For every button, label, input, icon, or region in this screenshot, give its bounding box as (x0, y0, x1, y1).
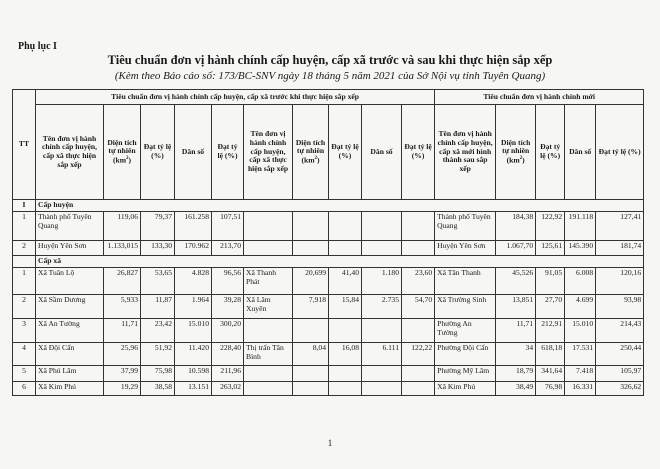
cell-a-name: Xã Kim Phú (36, 382, 104, 396)
col-pct: Đạt tỷ lệ (%) (536, 105, 565, 200)
table-row (13, 366, 644, 382)
cell-n-pct: 76,98 (536, 382, 565, 396)
col-pop: Dân số (565, 105, 596, 200)
cell-n-pct: 91,05 (536, 268, 565, 295)
cell-b-name (244, 241, 293, 256)
cell-b-pct2: 23,60 (402, 268, 435, 295)
table-row (13, 268, 644, 295)
cell-a-pct: 53,65 (141, 268, 175, 295)
cell-n-area: 34 (496, 343, 536, 366)
cell-n-pct: 27,70 (536, 295, 565, 319)
cell-n-pct: 122,92 (536, 212, 565, 241)
cell-b-pct (329, 241, 362, 256)
cell-n-name: Thành phố Tuyên Quang (435, 212, 496, 241)
cell-tt: 4 (13, 343, 36, 366)
cell-a-pct: 133,30 (141, 241, 175, 256)
cell-b-pop: 6.111 (362, 343, 402, 366)
cell-b-pct2 (402, 241, 435, 256)
cell-tt: 2 (13, 241, 36, 256)
col-pct: Đạt tỷ lệ (%) (141, 105, 175, 200)
cell-n-pop: 7.418 (565, 366, 596, 382)
cell-n-pct: 125,61 (536, 241, 565, 256)
cell-a-pct: 79,37 (141, 212, 175, 241)
section-number: I (13, 200, 36, 212)
cell-b-name (244, 366, 293, 382)
cell-b-area (293, 212, 329, 241)
table-header (13, 90, 644, 200)
cell-a-name: Huyện Yên Sơn (36, 241, 104, 256)
cell-n-pop: 16.331 (565, 382, 596, 396)
cell-b-pop (362, 241, 402, 256)
cell-b-pct (329, 366, 362, 382)
cell-n-area: 45,526 (496, 268, 536, 295)
cell-b-pct (329, 319, 362, 343)
cell-b-pct2 (402, 212, 435, 241)
cell-n-pop: 6.008 (565, 268, 596, 295)
cell-a-area: 25,96 (104, 343, 141, 366)
cell-a-pct2: 228,40 (212, 343, 244, 366)
cell-b-pct: 16,08 (329, 343, 362, 366)
cell-a-area: 1.133,015 (104, 241, 141, 256)
col-pct: Đạt tỷ lệ (%) (402, 105, 435, 200)
cell-a-name: Xã Sầm Dương (36, 295, 104, 319)
cell-b-name: Thị trấn Tân Bình (244, 343, 293, 366)
col-unit-before: Tên đơn vị hành chính cấp huyện, cấp xã thực hiện sắp xếp (36, 105, 104, 200)
cell-tt: 1 (13, 268, 36, 295)
table-row (13, 295, 644, 319)
cell-n-pct2: 105,97 (596, 366, 644, 382)
col-pop: Dân số (362, 105, 402, 200)
cell-n-name: Phường An Tường (435, 319, 496, 343)
table-body (13, 200, 644, 396)
cell-b-area (293, 366, 329, 382)
cell-b-name (244, 319, 293, 343)
cell-n-pop: 4.699 (565, 295, 596, 319)
cell-n-pct2: 127,41 (596, 212, 644, 241)
cell-n-pct2: 214,43 (596, 319, 644, 343)
cell-n-name: Phường Mỹ Lâm (435, 366, 496, 382)
cell-b-area: 7,918 (293, 295, 329, 319)
col-unit-before: Tên đơn vị hành chính cấp huyện, cấp xã thực hiện sắp xếp (244, 105, 293, 200)
document-title: Tiêu chuẩn đơn vị hành chính cấp huyện, cấp xã trước và sau khi thực hiện sắp xếp (107, 53, 553, 67)
cell-a-pop: 10.598 (175, 366, 212, 382)
cell-b-name (244, 212, 293, 241)
cell-a-pop: 11.420 (175, 343, 212, 366)
cell-a-area: 11,71 (104, 319, 141, 343)
cell-n-pop: 17.531 (565, 343, 596, 366)
cell-a-pct2: 107,51 (212, 212, 244, 241)
col-area: Diện tích tự nhiên $(km^2)$ (104, 105, 141, 200)
table-row (13, 241, 644, 256)
section-title: Cấp xã (36, 256, 644, 268)
cell-tt: 5 (13, 366, 36, 382)
col-area: Diện tích tự nhiên $(km^2)$ (496, 105, 536, 200)
col-pct: Đạt tỷ lệ (%) (212, 105, 244, 200)
cell-n-pct: 212,91 (536, 319, 565, 343)
cell-n-name: Huyện Yên Sơn (435, 241, 496, 256)
cell-b-pop (362, 212, 402, 241)
cell-n-name: Phường Đội Cấn (435, 343, 496, 366)
cell-b-area: 8,04 (293, 343, 329, 366)
cell-a-pop: 4.828 (175, 268, 212, 295)
cell-a-area: 5,933 (104, 295, 141, 319)
cell-a-pop: 161.258 (175, 212, 212, 241)
cell-n-pct2: 326,62 (596, 382, 644, 396)
col-tt: TT (13, 90, 36, 200)
cell-a-pop: 170.962 (175, 241, 212, 256)
cell-b-name: Xã Lâm Xuyên (244, 295, 293, 319)
cell-n-pct: 341,64 (536, 366, 565, 382)
cell-tt: 2 (13, 295, 36, 319)
cell-a-pct2: 213,70 (212, 241, 244, 256)
cell-n-pop: 15.010 (565, 319, 596, 343)
cell-b-area (293, 382, 329, 396)
cell-b-pop: 2.735 (362, 295, 402, 319)
cell-n-area: 18,79 (496, 366, 536, 382)
cell-a-pct2: 96,56 (212, 268, 244, 295)
cell-b-pct2: 54,70 (402, 295, 435, 319)
cell-n-area: 38,49 (496, 382, 536, 396)
appendix-label: Phụ lục I (18, 41, 57, 52)
cell-a-pct2: 300,20 (212, 319, 244, 343)
cell-n-name: Xã Trường Sinh (435, 295, 496, 319)
cell-b-pct2 (402, 319, 435, 343)
table-row (13, 319, 644, 343)
section-number (13, 256, 36, 268)
table-row (13, 382, 644, 396)
cell-a-pct: 75,98 (141, 366, 175, 382)
cell-n-pct2: 181,74 (596, 241, 644, 256)
cell-b-name: Xã Thanh Phát (244, 268, 293, 295)
cell-n-pop: 145.390 (565, 241, 596, 256)
cell-n-pct2: 120,16 (596, 268, 644, 295)
cell-a-pct2: 263,02 (212, 382, 244, 396)
cell-tt: 6 (13, 382, 36, 396)
cell-b-pop: 1.180 (362, 268, 402, 295)
cell-b-pct: 41,40 (329, 268, 362, 295)
cell-n-pop: 191.118 (565, 212, 596, 241)
section-row (13, 200, 644, 212)
cell-a-pct2: 39,28 (212, 295, 244, 319)
cell-b-pct2 (402, 382, 435, 396)
cell-a-pct: 51,92 (141, 343, 175, 366)
cell-a-pop: 1.964 (175, 295, 212, 319)
cell-a-area: 26,827 (104, 268, 141, 295)
cell-a-name: Xã Tuân Lộ (36, 268, 104, 295)
cell-b-pop (362, 382, 402, 396)
cell-n-area: 11,71 (496, 319, 536, 343)
cell-tt: 3 (13, 319, 36, 343)
table-row (13, 343, 644, 366)
document-subtitle: (Kèm theo Báo cáo số: 173/BC-SNV ngày 18 tháng 5 năm 2021 của Sở Nội vụ tỉnh Tuyên Quang) (114, 70, 546, 82)
cell-tt: 1 (13, 212, 36, 241)
col-area: Diện tích tự nhiên $(km^2)$ (293, 105, 329, 200)
standards-table (12, 89, 644, 396)
page-number: 1 (327, 438, 333, 448)
cell-a-pct: 23,42 (141, 319, 175, 343)
cell-a-pct2: 211,96 (212, 366, 244, 382)
col-pop: Dân số (175, 105, 212, 200)
cell-a-name: Xã Đội Cấn (36, 343, 104, 366)
cell-n-name: Xã Tân Thanh (435, 268, 496, 295)
cell-a-pct: 38,58 (141, 382, 175, 396)
cell-n-area: 184,38 (496, 212, 536, 241)
col-group-before: Tiêu chuẩn đơn vị hành chính cấp huyện, cấp xã trước khi thực hiện sắp xếp (36, 90, 435, 105)
col-unit-after: Tên đơn vị hành chính cấp huyện, cấp xã mới hình thành sau sắp xếp (435, 105, 496, 200)
cell-b-pct (329, 212, 362, 241)
cell-b-name (244, 382, 293, 396)
cell-b-pop (362, 366, 402, 382)
cell-a-pop: 13.151 (175, 382, 212, 396)
cell-a-area: 37,99 (104, 366, 141, 382)
cell-b-area: 20,699 (293, 268, 329, 295)
cell-n-area: 13,851 (496, 295, 536, 319)
cell-n-pct2: 93,98 (596, 295, 644, 319)
cell-n-pct2: 250,44 (596, 343, 644, 366)
cell-a-area: 119,06 (104, 212, 141, 241)
cell-a-name: Xã An Tường (36, 319, 104, 343)
col-pct: Đạt tỷ lệ (%) (329, 105, 362, 200)
cell-n-pct: 618,18 (536, 343, 565, 366)
cell-b-pct: 15,84 (329, 295, 362, 319)
cell-a-pop: 15.010 (175, 319, 212, 343)
cell-b-pct2 (402, 366, 435, 382)
cell-a-name: Xã Phú Lâm (36, 366, 104, 382)
cell-b-area (293, 241, 329, 256)
cell-b-pop (362, 319, 402, 343)
table-row (13, 212, 644, 241)
col-pct: Đạt tỷ lệ (%) (596, 105, 644, 200)
section-row (13, 256, 644, 268)
section-title: Cấp huyện (36, 200, 644, 212)
col-group-after: Tiêu chuẩn đơn vị hành chính mới (435, 90, 644, 105)
cell-a-name: Thành phố Tuyên Quang (36, 212, 104, 241)
cell-b-area (293, 319, 329, 343)
cell-b-pct2: 122,22 (402, 343, 435, 366)
cell-a-pct: 11,87 (141, 295, 175, 319)
cell-b-pct (329, 382, 362, 396)
cell-n-area: 1.067,70 (496, 241, 536, 256)
cell-a-area: 19,29 (104, 382, 141, 396)
cell-n-name: Xã Kim Phú (435, 382, 496, 396)
